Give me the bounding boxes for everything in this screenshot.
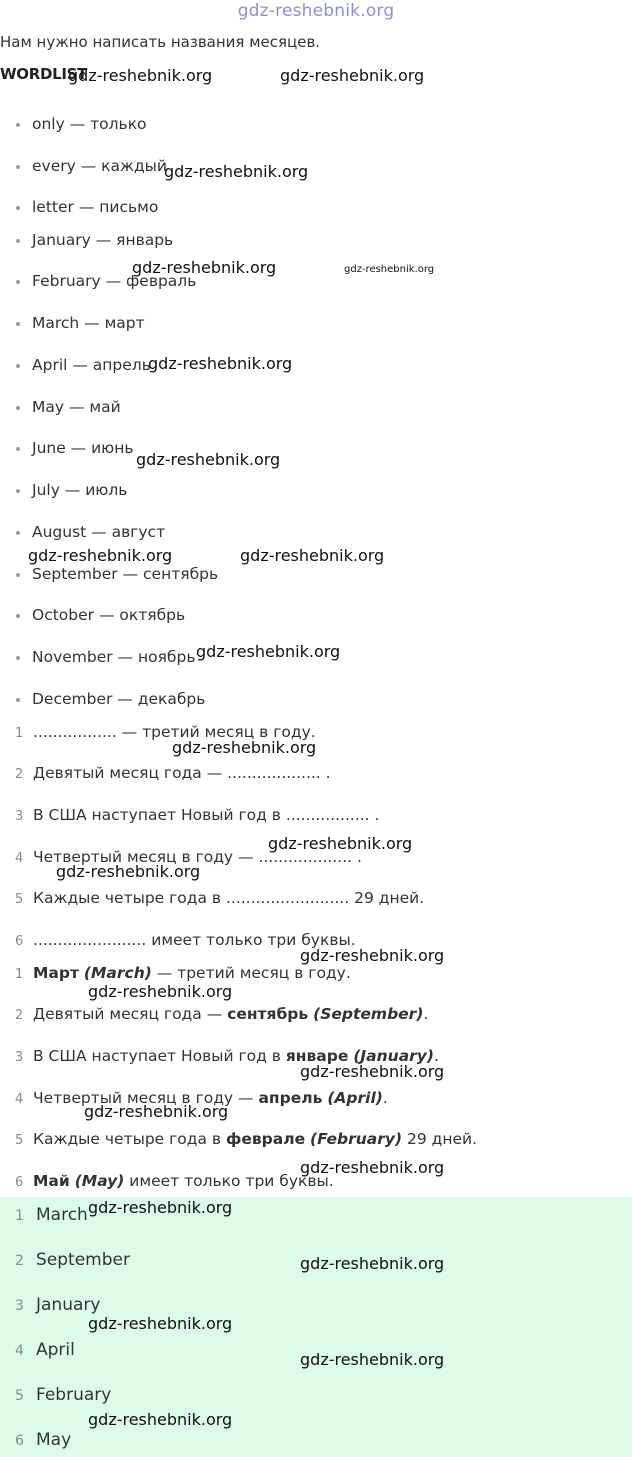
intro-text: Нам нужно написать названия месяцев. [0, 33, 321, 51]
answer-item: 5 February [15, 1385, 112, 1405]
exercise-item: 1 ................. — третий месяц в году. [15, 723, 316, 741]
translation-item: 3 В США наступает Новый год в январе (January). [15, 1047, 439, 1065]
exercise-item: 3 В США наступает Новый год в ................. . [15, 806, 380, 824]
watermark: gdz-reshebnik.org [240, 546, 385, 565]
translation-item: 5 Каждые четыре года в феврале (February) 29 дней. [15, 1130, 478, 1148]
watermark: gdz-reshebnik.org [68, 66, 213, 85]
wordlist-item: August — август [16, 523, 165, 541]
watermark: gdz-reshebnik.org [88, 1410, 233, 1429]
wordlist-item: letter — письмо [16, 198, 158, 216]
wordlist-title: WORDLIST [0, 65, 88, 83]
bullet-icon [16, 573, 20, 577]
translation-item: 2 Девятый месяц года — сентябрь (September). [15, 1005, 429, 1023]
watermark: gdz-reshebnik.org [88, 1198, 233, 1217]
watermark: gdz-reshebnik.org [84, 1102, 229, 1121]
watermark: gdz-reshebnik.org [344, 264, 435, 275]
watermark: gdz-reshebnik.org [172, 738, 317, 757]
wordlist-item: March — март [16, 314, 145, 332]
answer-item: 6 May [15, 1430, 72, 1450]
bullet-icon [16, 614, 20, 618]
bullet-icon [16, 206, 20, 210]
translation-item: 6 Май (May) имеет только три буквы. [15, 1172, 334, 1190]
bullet-icon [16, 123, 20, 127]
bullet-icon [16, 531, 20, 535]
watermark: gdz-reshebnik.org [88, 1314, 233, 1333]
watermark: gdz-reshebnik.org [148, 354, 293, 373]
watermark: gdz-reshebnik.org [268, 834, 413, 853]
translation-item: 1 Март (March) — третий месяц в году. [15, 964, 351, 982]
bullet-icon [16, 406, 20, 410]
exercise-item: 4 Четвертый месяц в году — ................... . [15, 848, 362, 866]
answer-item: 1 March [15, 1205, 88, 1225]
bullet-icon [16, 656, 20, 660]
wordlist-item: every — каждый [16, 157, 167, 175]
bullet-icon [16, 322, 20, 326]
watermark: gdz-reshebnik.org [56, 862, 201, 881]
wordlist-item: January — январь [16, 231, 173, 249]
watermark: gdz-reshebnik.org [136, 450, 281, 469]
watermark: gdz-reshebnik.org [300, 946, 445, 965]
exercise-item: 6 ....................... имеет только три буквы. [15, 931, 356, 949]
answer-item: 4 April [15, 1340, 75, 1360]
wordlist-item: October — октябрь [16, 606, 185, 624]
site-title: gdz-reshebnik.org [237, 1, 395, 21]
wordlist-item: July — июль [16, 481, 127, 499]
bullet-icon [16, 447, 20, 451]
bullet-icon [16, 165, 20, 169]
exercise-item: 5 Каждые четыре года в ......................... 29 дней. [15, 889, 425, 907]
exercise-item: 2 Девятый месяц года — ................... . [15, 764, 331, 782]
bullet-icon [16, 239, 20, 243]
watermark: gdz-reshebnik.org [28, 546, 173, 565]
watermark: gdz-reshebnik.org [88, 982, 233, 1001]
wordlist-item: May — май [16, 398, 121, 416]
watermark: gdz-reshebnik.org [300, 1158, 445, 1177]
watermark: gdz-reshebnik.org [300, 1254, 445, 1273]
wordlist-item: June — июнь [16, 439, 134, 457]
bullet-icon [16, 364, 20, 368]
translation-item: 4 Четвертый месяц в году — апрель (April). [15, 1089, 388, 1107]
watermark: gdz-reshebnik.org [300, 1062, 445, 1081]
answer-item: 2 September [15, 1250, 130, 1270]
wordlist-item: April — апрель [16, 356, 151, 374]
bullet-icon [16, 489, 20, 493]
wordlist-item: November — ноябрь [16, 648, 195, 666]
watermark: gdz-reshebnik.org [300, 1350, 445, 1369]
answer-item: 3 January [15, 1295, 101, 1315]
watermark: gdz-reshebnik.org [196, 642, 341, 661]
wordlist-item: September — сентябрь [16, 565, 218, 583]
wordlist-item: February — февраль [16, 272, 196, 290]
bullet-icon [16, 698, 20, 702]
wordlist-item: December — декабрь [16, 690, 205, 708]
watermark: gdz-reshebnik.org [280, 66, 425, 85]
watermark: gdz-reshebnik.org [132, 258, 277, 277]
wordlist-item: only — только [16, 115, 147, 133]
watermark: gdz-reshebnik.org [164, 162, 309, 181]
bullet-icon [16, 280, 20, 284]
